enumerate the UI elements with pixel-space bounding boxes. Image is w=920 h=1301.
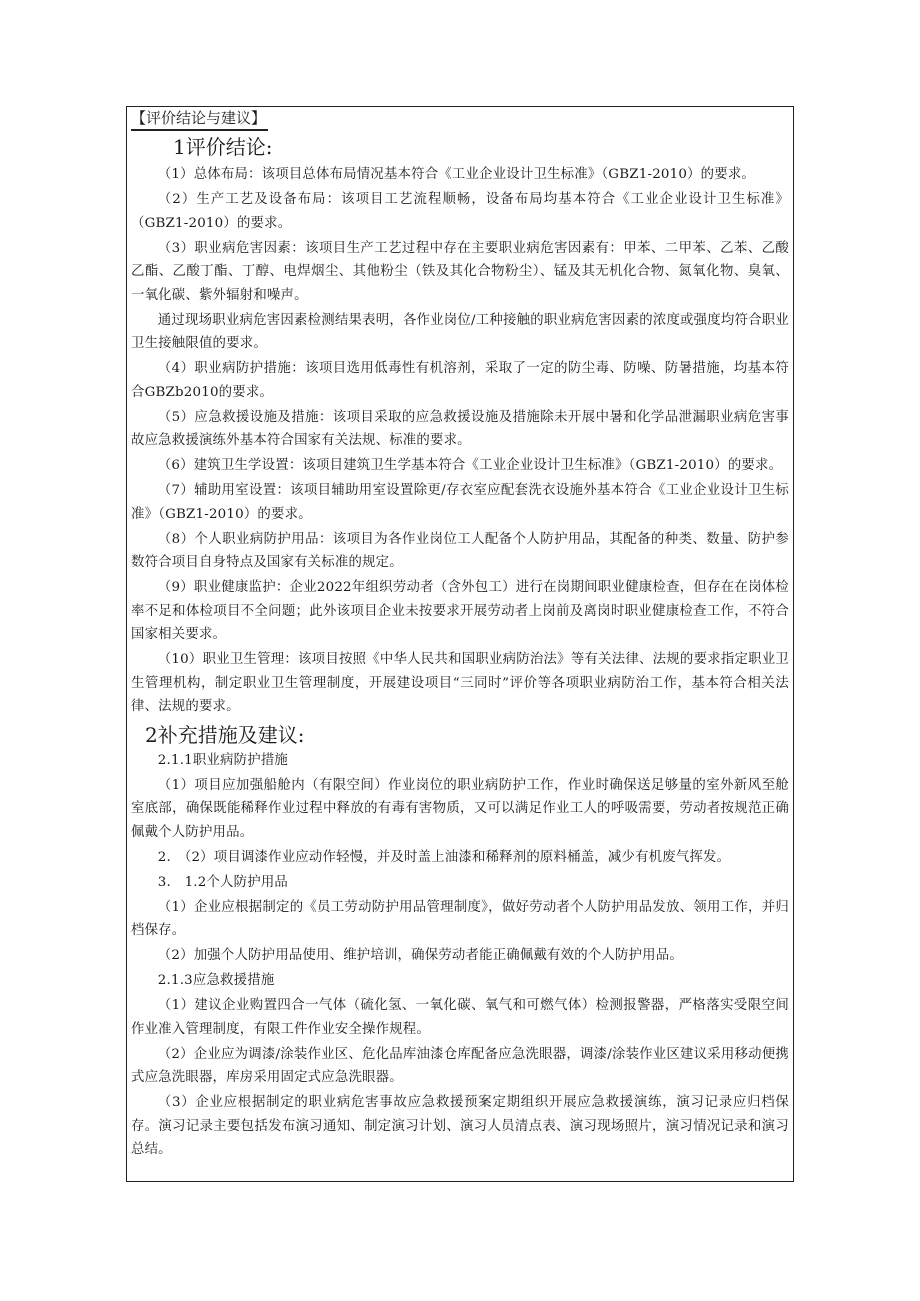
conclusion-item: （7）辅助用室设置：该项目辅助用室设置除更/存衣室应配套洗衣设施外基本符合《工业企业设计卫生标准》（GBZ1-2010）的要求。 <box>131 483 789 522</box>
subsection-title-ppe: 3. 1.2个人防护用品 <box>157 874 289 890</box>
suggestion-item: （2）加强个人防护用品使用、维护培训，确保劳动者能正确佩戴有效的个人防护用品。 <box>157 948 683 963</box>
conclusion-item: （3）职业病危害因素：该项目生产工艺过程中存在主要职业病危害因素有：甲苯、二甲苯、乙苯、乙酸乙酯、乙酸丁酯、丁醇、电焊烟尘、其他粉尘（铁及其化合物粉尘）、锰及其无机化合物、氮氧化物、臭氧、一氧化碳、紫外辐射和噪声。 <box>131 240 789 303</box>
suggestion-item: （1）企业应根据制定的《员工劳动防护用品管理制度》，做好劳动者个人防护用品发放、领用工作，并归档保存。 <box>131 899 789 938</box>
suggestion-item: （1）项目应加强船舱内（有限空间）作业岗位的职业病防护工作，作业时确保送足够量的室外新风至舱室底部，确保既能稀释作业过程中释放的有毒有害物质，又可以满足作业工人的呼吸需要，劳动者按规范正确佩戴个人防护用品。 <box>131 777 789 840</box>
section-title: 【评价结论与建议】 <box>131 107 268 131</box>
conclusion-item: （2）生产工艺及设备布局：该项目工艺流程顺畅，设备布局均基本符合《工业企业设计卫生标准》（GBZ1-2010）的要求。 <box>131 192 789 231</box>
evaluation-frame <box>126 106 794 1182</box>
conclusion-item: （9）职业健康监护：企业2022年组织劳动者（含外包工）进行在岗期间职业健康检查，但存在在岗体检率不足和体检项目不全问题；此外该项目企业未按要求开展劳动者上岗前及离岗时职业健康检查工作，不符合国家相关要求。 <box>131 580 789 642</box>
conclusion-item: （5）应急救援设施及措施：该项目采取的应急救援设施及措施除未开展中暑和化学品泄漏职业病危害事故应急救援演练外基本符合国家有关法规、标准的要求。 <box>131 409 789 448</box>
subsection-title-protection: 2.1.1职业病防护措施 <box>157 752 289 768</box>
conclusion-item: （8）个人职业病防护用品：该项目为各作业岗位工人配备个人防护用品，其配备的种类、数量、防护参数符合项目自身特点及国家有关标准的规定。 <box>131 531 789 570</box>
suggestion-item: （3）企业应根据制定的职业病危害事故应急救援预案定期组织开展应急救援演练，演习记录应归档保存。演习记录主要包括发布演习通知、制定演习计划、演习人员清点表、演习现场照片，演习情况记录和演习总结。 <box>131 1095 789 1157</box>
conclusion-item: （4）职业病防护措施：该项目选用低毒性有机溶剂，采取了一定的防尘毒、防噪、防暑措施，均基本符合GBZb2010的要求。 <box>131 361 789 400</box>
conclusion-item: （1）总体布局：该项目总体布局情况基本符合《工业企业设计卫生标准》（GBZ1-2010）的要求。 <box>157 167 756 182</box>
suggestion-item: （2）企业应为调漆/涂装作业区、危化品库油漆仓库配备应急洗眼器，调漆/涂装作业区建议采用移动便携式应急洗眼器，库房采用固定式应急洗眼器。 <box>131 1046 789 1085</box>
conclusion-heading: 1评价结论: <box>173 135 273 159</box>
suggestion-item: 2. （2）项目调漆作业应动作轻慢，并及时盖上油漆和稀释剂的原料桶盖，减少有机废气挥发。 <box>157 849 731 865</box>
conclusion-item: 通过现场职业病危害因素检测结果表明，各作业岗位/工种接触的职业病危害因素的浓度或强度均符合职业卫生接触限值的要求。 <box>131 312 789 351</box>
suggestion-item: （1）建议企业购置四合一气体（硫化氢、一氧化碳、氧气和可燃气体）检测报警器，严格落实受限空间作业准入管理制度，有限工件作业安全操作规程。 <box>131 998 789 1037</box>
conclusion-item: （10）职业卫生管理：该项目按照《中华人民共和国职业病防治法》等有关法律、法规的要求指定职业卫生管理机构，制定职业卫生管理制度，开展建设项目“三同时”评价等各项职业病防治工作，基本符合相关法律、法规的要求。 <box>131 652 789 714</box>
subsection-title-emergency: 2.1.3应急救援措施 <box>157 973 275 988</box>
suggestions-heading: 2补充措施及建议: <box>145 722 305 747</box>
conclusion-item: （6）建筑卫生学设置：该项目建筑卫生学基本符合《工业企业设计卫生标准》（GBZ1-2010）的要求。 <box>157 458 783 473</box>
